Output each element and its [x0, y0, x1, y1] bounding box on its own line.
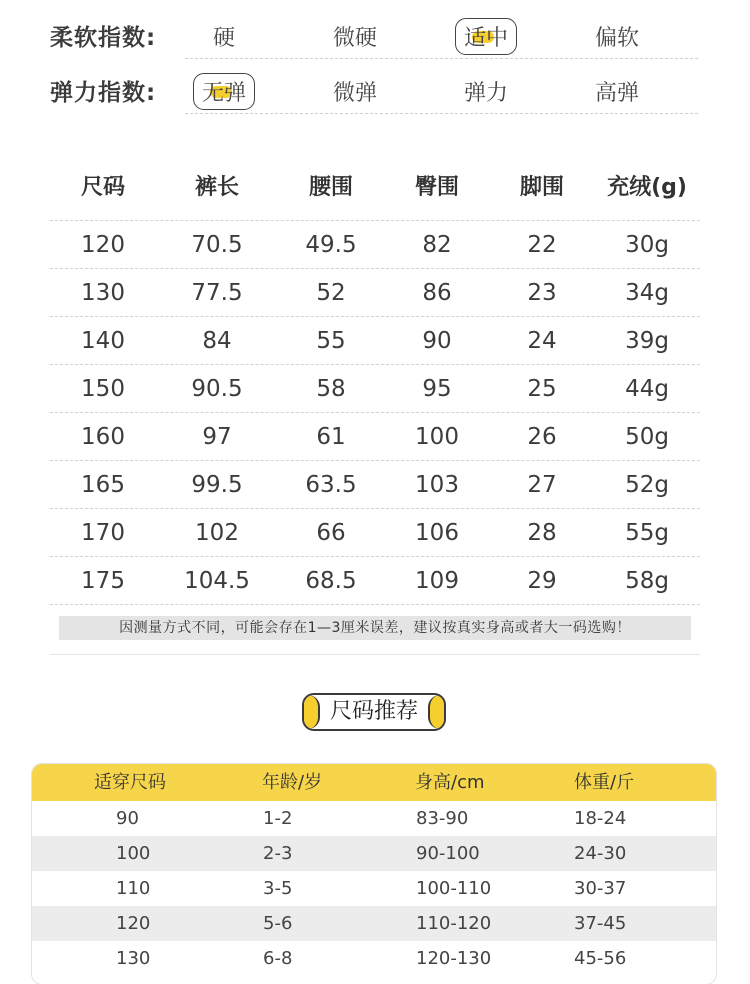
cell-hip: 82: [422, 232, 452, 258]
cell-down-fill: 34g: [625, 280, 669, 306]
cell-hip: 100: [415, 424, 459, 450]
cell-fit-size: 90: [116, 808, 139, 829]
cell-leg-opening: 28: [527, 520, 557, 546]
header-pants-length: 裤长: [194, 175, 239, 200]
cell-down-fill: 58g: [625, 568, 669, 594]
header-hip: 臀围: [414, 175, 459, 200]
cell-down-fill: 30g: [625, 232, 669, 258]
cell-height: 100-110: [416, 878, 492, 899]
elasticity-index-row: [0, 60, 750, 116]
cell-down-fill: 55g: [625, 520, 669, 546]
recommend-table-header: [32, 764, 716, 801]
cell-leg-opening: 24: [527, 328, 557, 354]
size-recommend-title-text: 尺码推荐: [329, 699, 418, 724]
header-age: 年龄/岁: [262, 772, 323, 793]
cell-pants-length: 104.5: [184, 568, 250, 594]
table-row: [32, 906, 716, 941]
cell-down-fill: 52g: [625, 472, 669, 498]
cell-leg-opening: 27: [527, 472, 557, 498]
cell-height: 83-90: [416, 808, 469, 829]
table-row: [50, 509, 700, 557]
size-table: [50, 160, 700, 605]
cell-waist: 63.5: [305, 472, 357, 498]
table-row: [32, 871, 716, 906]
softness-index-label: 柔软指数:: [50, 25, 157, 51]
cell-weight: 18-24: [574, 808, 627, 829]
cell-age: 6-8: [263, 948, 293, 969]
cell-age: 3-5: [263, 878, 293, 899]
cell-fit-size: 130: [116, 948, 151, 969]
recommend-table: [32, 764, 716, 984]
cell-size: 150: [81, 376, 125, 402]
header-down-fill: 充绒(g): [607, 175, 687, 200]
cell-hip: 86: [422, 280, 452, 306]
cell-pants-length: 102: [195, 520, 239, 546]
table-row: [50, 269, 700, 317]
table-row: [50, 317, 700, 365]
cell-down-fill: 50g: [625, 424, 669, 450]
table-row: [50, 557, 700, 605]
cell-fit-size: 110: [116, 878, 151, 899]
cell-down-fill: 44g: [625, 376, 669, 402]
cell-pants-length: 97: [202, 424, 232, 450]
softness-index-row: [0, 5, 750, 61]
cell-waist: 55: [316, 328, 346, 354]
table-row: [32, 941, 716, 976]
cell-pants-length: 99.5: [191, 472, 243, 498]
measurement-note: 因测量方式不同，可能会存在1—3厘米误差，建议按真实身高或者大一码选购！: [59, 616, 691, 640]
cell-pants-length: 90.5: [191, 376, 243, 402]
header-fit-size: 适穿尺码: [94, 772, 166, 793]
header-height: 身高/cm: [415, 772, 485, 793]
cell-size: 165: [81, 472, 125, 498]
cell-leg-opening: 26: [527, 424, 557, 450]
cell-waist: 66: [316, 520, 346, 546]
size-recommend-title: [302, 693, 446, 731]
cell-pants-length: 70.5: [191, 232, 243, 258]
table-row: [50, 413, 700, 461]
cell-weight: 30-37: [574, 878, 627, 899]
cell-size: 140: [81, 328, 125, 354]
softness-option-soft: 偏软: [594, 26, 639, 51]
cell-waist: 61: [316, 424, 346, 450]
elasticity-option-high: 高弹: [594, 81, 639, 106]
cell-waist: 52: [316, 280, 346, 306]
cell-down-fill: 39g: [625, 328, 669, 354]
header-leg-opening: 脚围: [519, 175, 564, 200]
size-table-header: [50, 160, 700, 221]
cell-pants-length: 77.5: [191, 280, 243, 306]
table-row: [32, 801, 716, 836]
cell-waist: 58: [316, 376, 346, 402]
cell-leg-opening: 22: [527, 232, 557, 258]
cell-height: 90-100: [416, 843, 480, 864]
softness-option-medium-selected: 适中: [446, 21, 526, 52]
cell-weight: 24-30: [574, 843, 627, 864]
table-row: [50, 365, 700, 413]
table-row: [50, 221, 700, 269]
cell-hip: 95: [422, 376, 452, 402]
header-waist: 腰围: [308, 175, 353, 200]
cell-leg-opening: 25: [527, 376, 557, 402]
section-divider: [50, 654, 700, 655]
cell-height: 120-130: [416, 948, 492, 969]
cell-fit-size: 100: [116, 843, 151, 864]
cell-pants-length: 84: [202, 328, 232, 354]
cell-size: 130: [81, 280, 125, 306]
cell-fit-size: 120: [116, 913, 151, 934]
cell-size: 120: [81, 232, 125, 258]
cell-hip: 106: [415, 520, 459, 546]
cell-waist: 49.5: [305, 232, 357, 258]
cell-hip: 109: [415, 568, 459, 594]
softness-option-hard: 硬: [212, 26, 235, 51]
table-row: [50, 461, 700, 509]
cell-waist: 68.5: [305, 568, 357, 594]
cell-hip: 103: [415, 472, 459, 498]
elasticity-option-none-selected: 无弹: [184, 76, 264, 107]
elasticity-index-label: 弹力指数:: [50, 80, 157, 106]
elasticity-option-elastic: 弹力: [463, 81, 508, 106]
cell-age: 1-2: [263, 808, 293, 829]
cell-weight: 45-56: [574, 948, 627, 969]
cell-height: 110-120: [416, 913, 492, 934]
cell-weight: 37-45: [574, 913, 627, 934]
divider: [185, 58, 698, 59]
header-size: 尺码: [80, 175, 125, 200]
softness-option-slightly-hard: 微硬: [332, 26, 377, 51]
elasticity-option-slight: 微弹: [332, 81, 377, 106]
cell-age: 2-3: [263, 843, 293, 864]
table-row: [32, 836, 716, 871]
cell-hip: 90: [422, 328, 452, 354]
cell-leg-opening: 29: [527, 568, 557, 594]
cell-leg-opening: 23: [527, 280, 557, 306]
cell-size: 160: [81, 424, 125, 450]
divider: [185, 113, 698, 114]
cell-age: 5-6: [263, 913, 293, 934]
cell-size: 170: [81, 520, 125, 546]
header-weight: 体重/斤: [574, 772, 635, 793]
cell-size: 175: [81, 568, 125, 594]
